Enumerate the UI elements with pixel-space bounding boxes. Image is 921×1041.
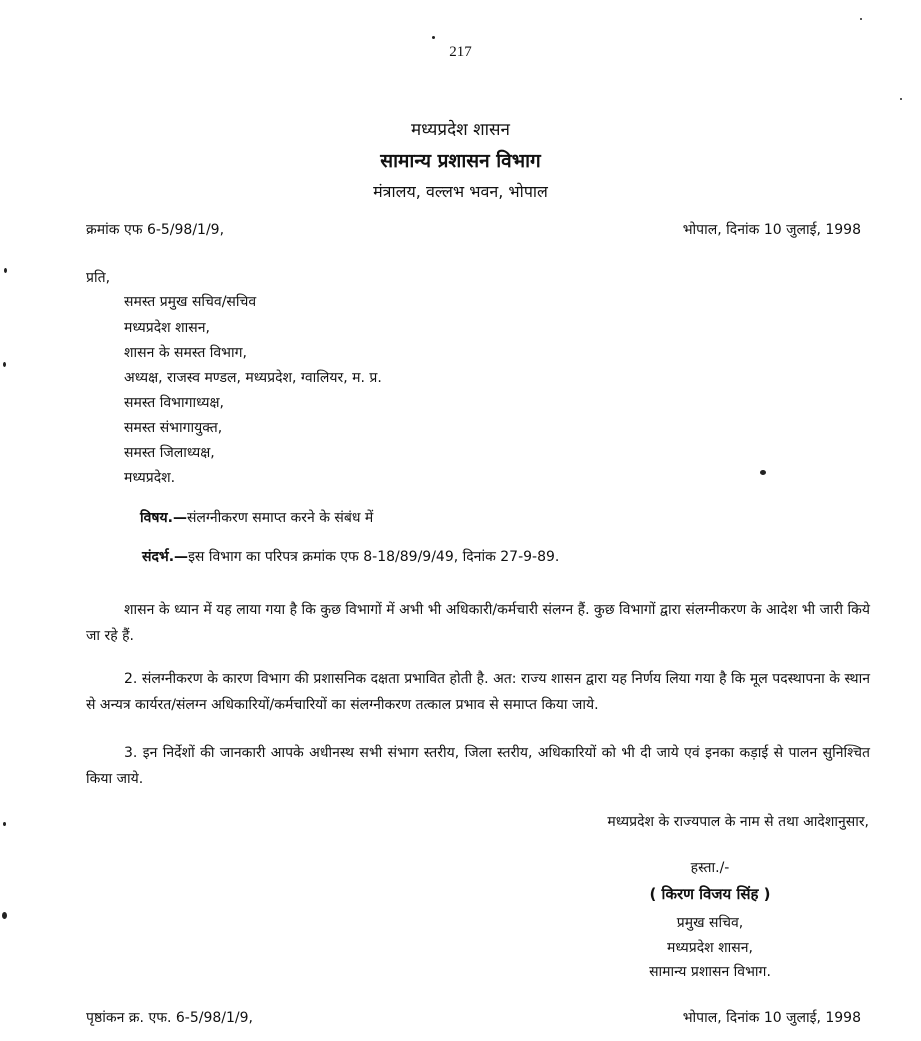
department-title: सामान्य प्रशासन विभाग xyxy=(380,150,541,172)
reference-line xyxy=(142,547,559,566)
scan-speck xyxy=(3,822,6,826)
addressee-line: मध्यप्रदेश शासन, xyxy=(124,320,210,336)
scan-speck xyxy=(760,470,766,475)
addressee-line: समस्त प्रमुख सचिव/सचिव xyxy=(124,294,257,310)
addressee-line: अध्यक्ष, राजस्व मण्डल, मध्यप्रदेश, ग्वालियर, म. प्र. xyxy=(124,370,382,386)
scan-speck xyxy=(900,98,902,100)
to-label: प्रति, xyxy=(86,270,111,286)
paragraph-3: 3. इन निर्देशों की जानकारी आपके अधीनस्थ सभी संभाग स्तरीय, जिला स्तरीय, अधिकारियों को भी दी जाये एवं इनका कड़ाई से पालन सुनिश्चित किया जाये. xyxy=(86,745,870,787)
subject-text: संलग्नीकरण समाप्त करने के संबंध में xyxy=(186,510,374,526)
scan-speck xyxy=(2,912,7,919)
footer-place-date: भोपाल, दिनांक 10 जुलाई, 1998 xyxy=(682,1010,861,1026)
scan-speck xyxy=(432,36,435,39)
government-title: मध्यप्रदेश शासन xyxy=(411,120,510,140)
addressee-line: समस्त विभागाध्यक्ष, xyxy=(124,395,224,411)
scan-speck xyxy=(3,362,6,367)
addressee-line: शासन के समस्त विभाग, xyxy=(124,345,247,361)
signatory-government: मध्यप्रदेश शासन, xyxy=(667,940,753,956)
reference-number: क्रमांक एफ 6-5/98/1/9, xyxy=(86,222,225,238)
addressee-line: समस्त जिलाध्यक्ष, xyxy=(124,445,215,461)
office-address: मंत्रालय, वल्लभ भवन, भोपाल xyxy=(373,182,548,201)
subject-label: विषय.— xyxy=(140,510,187,526)
place-date: भोपाल, दिनांक 10 जुलाई, 1998 xyxy=(682,222,861,238)
addressee-line: समस्त संभागायुक्त, xyxy=(124,420,223,436)
endorsement-number: पृष्ठांकन क्र. एफ. 6-5/98/1/9, xyxy=(86,1010,253,1026)
signatory-department: सामान्य प्रशासन विभाग. xyxy=(649,964,771,980)
signatory-name: ( किरण विजय सिंह ) xyxy=(649,885,771,903)
reference-text: इस विभाग का परिपत्र क्रमांक एफ 8-18/89/9/49, दिनांक 27-9-89. xyxy=(188,549,560,565)
addressee-line: मध्यप्रदेश. xyxy=(124,470,176,486)
page-number: 217 xyxy=(449,44,472,60)
paragraph-2: 2. संलग्नीकरण के कारण विभाग की प्रशासनिक दक्षता प्रभावित होती है. अत: राज्य शासन द्वारा यह निर्णय लिया गया है कि मूल पदस्थापना के स्थान से अन्यत्र कार्यरत/संलग्न अधिकारियों/कर्मचारियों का संलग्नीकरण तत्काल प्रभाव से समाप्त किया जाये. xyxy=(86,671,870,713)
signed-mark: हस्ता./- xyxy=(690,860,730,876)
signatory-designation: प्रमुख सचिव, xyxy=(676,915,744,931)
reference-label: संदर्भ.— xyxy=(142,549,189,565)
scan-speck xyxy=(860,18,862,20)
paragraph-1: शासन के ध्यान में यह लाया गया है कि कुछ विभागों में अभी भी अधिकारी/कर्मचारी संलग्न हैं. कुछ विभागों द्वारा संलग्नीकरण के आदेश भी जारी किये जा रहे हैं. xyxy=(86,602,870,644)
scan-speck xyxy=(4,268,7,273)
subject-line xyxy=(140,508,373,527)
order-line: मध्यप्रदेश के राज्यपाल के नाम से तथा आदेशानुसार, xyxy=(607,814,869,830)
